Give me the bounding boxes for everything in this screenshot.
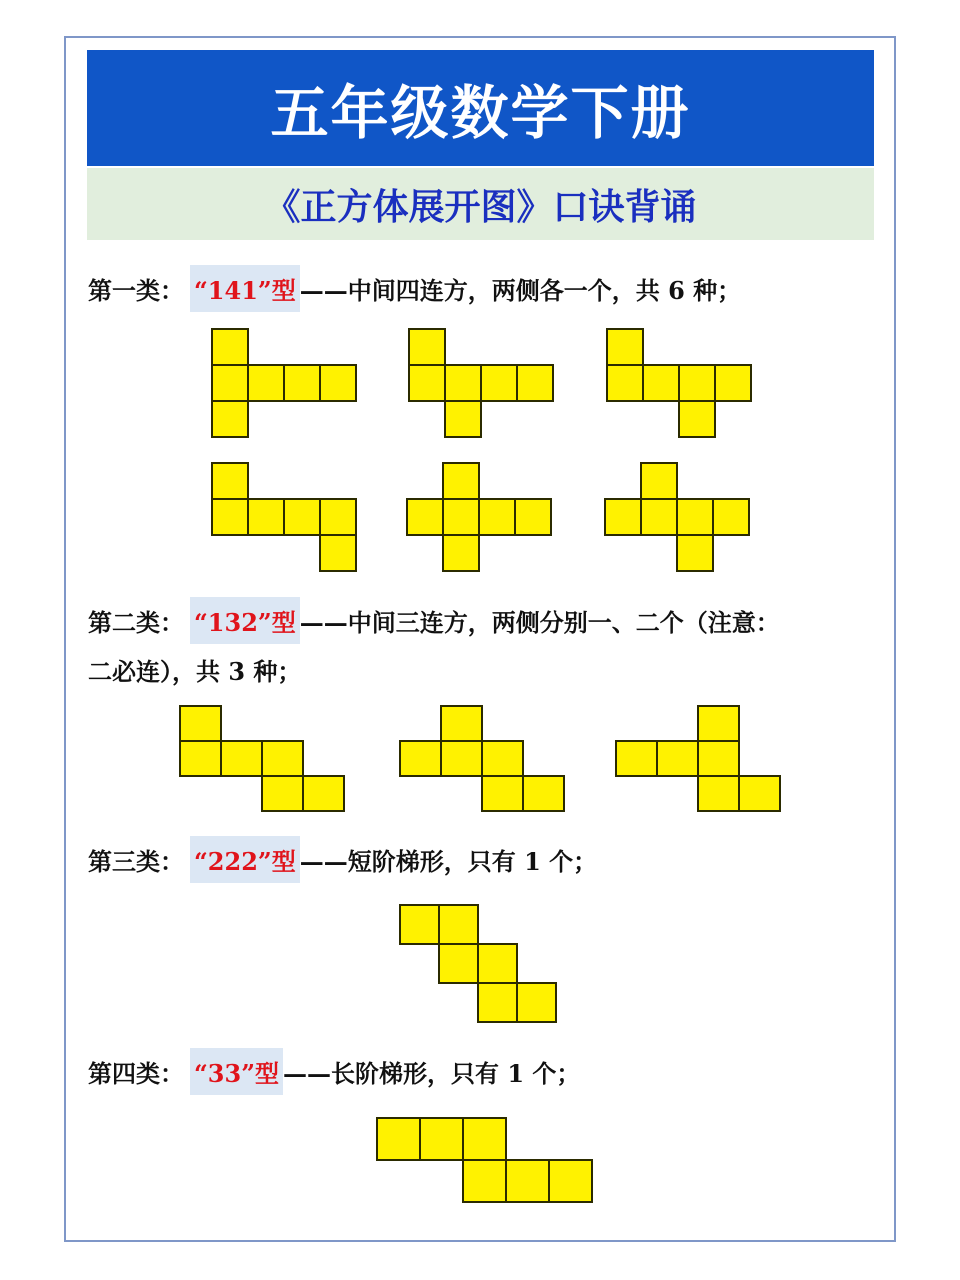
category-prefix: 第三类：: [88, 847, 184, 876]
category-type-label: “132”型: [190, 597, 300, 644]
category-type-label: “222”型: [190, 836, 300, 883]
category-type-label: “33”型: [190, 1048, 283, 1095]
category-description: ——中间四连方，两侧各一个，共 6 种；: [299, 276, 742, 305]
cube-net-132-3: [616, 706, 780, 810]
category-4-heading: [88, 1048, 580, 1095]
category-1-heading: [88, 265, 741, 312]
cube-net-222: [400, 905, 556, 1022]
category-prefix: 第二类：: [88, 608, 184, 637]
page-title: 五年级数学下册: [270, 79, 691, 147]
subtitle-banner: [87, 168, 874, 240]
cube-net-141-5: [407, 463, 551, 571]
cube-net-33: [377, 1118, 594, 1202]
cube-net-141-4: [212, 463, 356, 571]
category-description: ——长阶梯形，只有 1 个；: [283, 1059, 581, 1088]
category-description: ——短阶梯形，只有 1 个；: [299, 847, 598, 876]
cube-net-141-1: [212, 329, 356, 437]
category-2-heading: [88, 597, 780, 644]
category-3-heading: [88, 836, 597, 883]
page-subtitle: 《正方体展开图》口诀背诵: [264, 185, 697, 228]
category-description: ——中间三连方，两侧分别一、二个（注意：: [299, 608, 780, 637]
category-2-description-cont: 二必连），共 3 种；: [88, 657, 302, 686]
cube-net-141-3: [607, 329, 751, 437]
category-prefix: 第四类：: [88, 1059, 184, 1088]
cube-net-141-2: [409, 329, 553, 437]
title-banner: [87, 50, 874, 166]
cube-net-141-6: [605, 463, 749, 571]
cube-net-132-2: [400, 706, 564, 810]
category-prefix: 第一类：: [88, 276, 184, 305]
category-type-label: “141”型: [190, 265, 300, 312]
cube-net-132-1: [180, 706, 344, 810]
